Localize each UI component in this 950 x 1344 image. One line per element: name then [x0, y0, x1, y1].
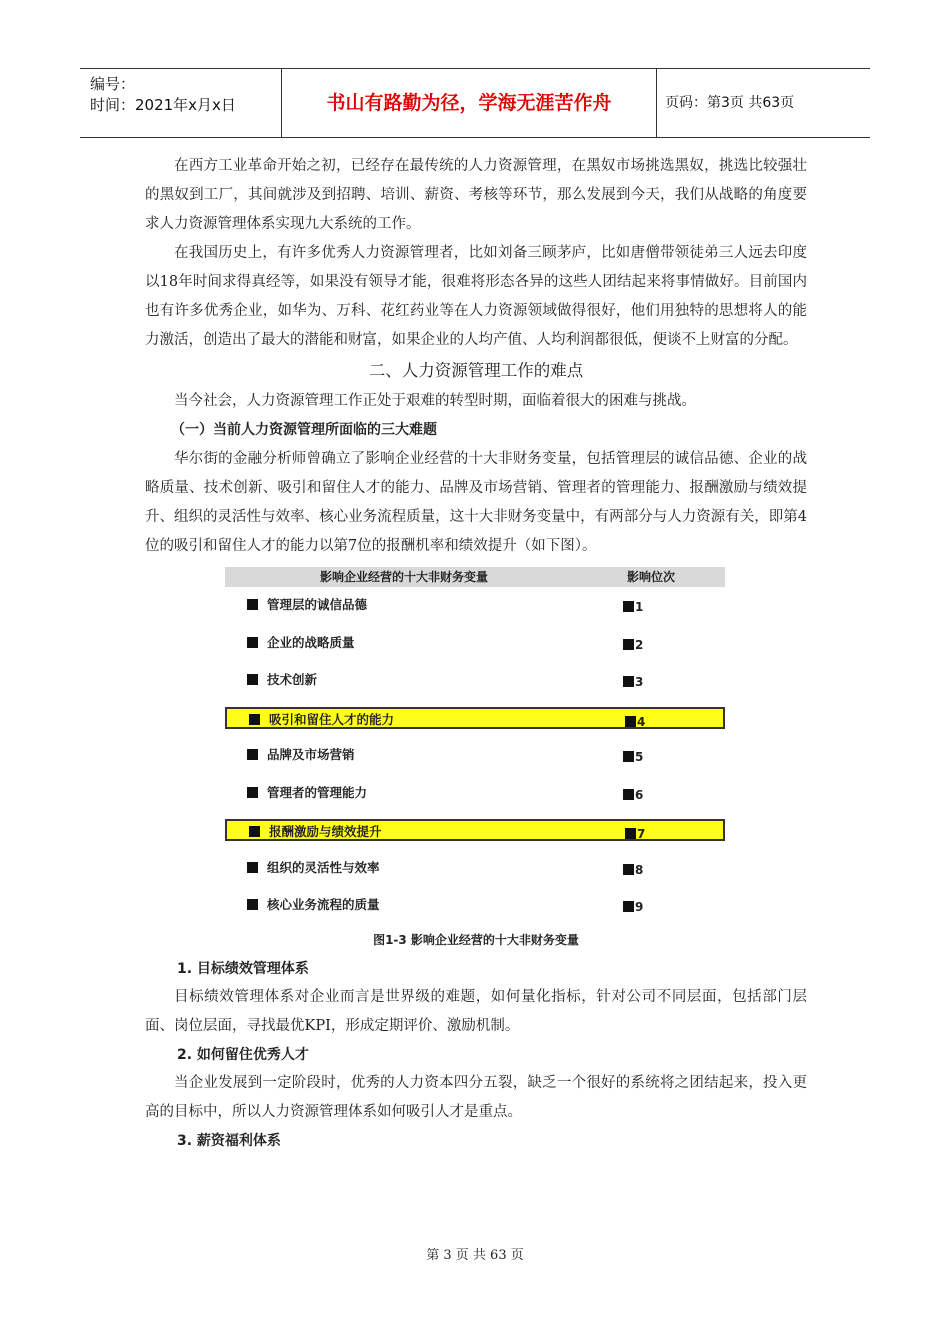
figure-caption: 图1-3 影响企业经营的十大非财务变量 [373, 932, 579, 947]
header-meta [80, 69, 282, 137]
section-title: 二、人力资源管理工作的难点 [368, 361, 584, 380]
figure-row-label: 企业的战略质量 [267, 634, 355, 650]
figure-row [225, 662, 725, 700]
bullet-square-icon [249, 826, 260, 837]
figure-row-band [225, 632, 725, 654]
figure-row-band [225, 894, 725, 916]
paragraph: 在我国历史上，有许多优秀人力资源管理者，比如刘备三顾茅庐，比如唐僧带领徒弟三人远去印度以18年时间求得真经等，如果没有领导才能，很难将形态各异的这些人团结起来将事情做好。目前国内也有许多优秀企业，如华为、万科、花红药业等在人力资源领域做得很好，他们用独特的思想将人的能力激活，创造出了最大的潜能和财富，如果企业的人均产值、人均利润都很低，便谈不上财富的分配。 [145, 245, 807, 348]
figure-row-band [225, 857, 725, 879]
bullet-square-icon [247, 599, 258, 610]
rank-square-icon [623, 901, 634, 912]
figure-row-rank: 5 [635, 750, 644, 764]
bullet-square-icon [247, 862, 258, 873]
paragraph: 目标绩效管理体系对企业而言是世界级的难题，如何量化指标，针对公司不同层面，包括部门层面、岗位层面，寻找最优KPI，形成定期评价、激励机制。 [145, 988, 807, 1034]
bullet-square-icon [247, 899, 258, 910]
figure-row-label: 管理层的诚信品德 [267, 597, 368, 612]
rank-square-icon [623, 676, 634, 687]
figure-row-rank: 1 [635, 600, 644, 614]
bullet-square-icon [247, 787, 258, 798]
figure-row [225, 737, 725, 775]
bullet-square-icon [249, 714, 260, 725]
variables-figure [225, 567, 725, 925]
paragraph: 当今社会，人力资源管理工作正处于艰难的转型时期，面临着很大的困难与挑战。 [174, 393, 696, 409]
figure-row-band [225, 819, 725, 841]
item-title: 1. 目标绩效管理体系 [177, 960, 309, 977]
figure-row [225, 587, 725, 625]
paragraph: 当企业发展到一定阶段时，优秀的人力资本四分五裂，缺乏一个很好的系统将之团结起来，投入更高的目标中，所以人力资源管理体系如何吸引人才是重点。 [145, 1074, 807, 1120]
figure-row [225, 850, 725, 888]
bullet-square-icon [247, 637, 258, 648]
figure-row [225, 700, 725, 738]
figure-row-label: 吸引和留住人才的能力 [269, 711, 395, 727]
figure-column-variables: 影响企业经营的十大非财务变量 [320, 570, 489, 584]
rank-square-icon [625, 828, 636, 839]
bullet-square-icon [247, 674, 258, 685]
document-body [145, 152, 807, 1155]
figure-header [225, 567, 725, 587]
figure-row-rank: 3 [635, 675, 644, 689]
figure-row-rank: 9 [635, 900, 644, 914]
page-footer: 第 3 页 共 63 页 [426, 1248, 524, 1263]
item-title: 3. 薪资福利体系 [177, 1132, 281, 1149]
figure-row-label: 品牌及市场营销 [267, 747, 355, 762]
rank-square-icon [623, 789, 634, 800]
header-page-code: 页码：第3页 共63页 [665, 95, 795, 111]
figure-row-label: 技术创新 [267, 672, 318, 687]
figure-row [225, 812, 725, 850]
figure-row-rank: 7 [637, 827, 646, 841]
document-time-label: 时间：2021年x月x日 [90, 96, 236, 114]
paragraph: 在西方工业革命开始之初，已经存在最传统的人力资源管理，在黑奴市场挑选黑奴，挑选比较强壮的黑奴到工厂，其间就涉及到招聘、培训、薪资、考核等环节，那么发展到今天，我们从战略的角度要求人力资源管理体系实现九大系统的工作。 [145, 158, 807, 232]
figure-row-label: 管理者的管理能力 [267, 784, 368, 800]
figure-row-rank: 2 [635, 637, 644, 652]
page-header [80, 68, 870, 138]
bullet-square-icon [247, 749, 258, 760]
rank-square-icon [623, 864, 634, 875]
figure-row-label: 报酬激励与绩效提升 [269, 824, 382, 839]
figure-row-rank: 8 [635, 862, 644, 877]
figure-row-rank: 4 [637, 714, 646, 729]
item-title: 2. 如何留住优秀人才 [177, 1046, 309, 1063]
figure-row-rank: 6 [635, 787, 644, 802]
figure-rows [225, 587, 725, 925]
header-slogan: 书山有路勤为径，学海无涯苦作舟 [282, 69, 657, 137]
figure-row [225, 625, 725, 663]
rank-square-icon [623, 639, 634, 650]
figure-row-band [225, 744, 725, 766]
paragraph: 华尔街的金融分析师曾确立了影响企业经营的十大非财务变量，包括管理层的诚信品德、企业的战略质量、技术创新、吸引和留住人才的能力、品牌及市场营销、管理者的管理能力、报酬激励与绩效提升、组织的灵活性与效率、核心业务流程质量，这十大非财务变量中，有两部分与人力资源有关，即第4位的吸引和留住人才的能力以第7位的报酬机率和绩效提升（如下图）。 [145, 451, 807, 554]
figure-row-label: 组织的灵活性与效率 [267, 859, 380, 875]
figure-column-rank: 影响位次 [627, 570, 676, 584]
figure-row-label: 核心业务流程的质量 [267, 897, 380, 912]
rank-square-icon [625, 716, 636, 727]
rank-square-icon [623, 601, 634, 612]
figure-row-band [225, 594, 725, 616]
figure-row [225, 887, 725, 925]
subsection-title: （一）当前人力资源管理所面临的三大难题 [171, 422, 437, 438]
figure-row-band [225, 707, 725, 729]
rank-square-icon [623, 751, 634, 762]
figure-row-band [225, 669, 725, 691]
figure-row [225, 775, 725, 813]
figure-row-band [225, 782, 725, 804]
document-number-label: 编号： [90, 75, 136, 93]
